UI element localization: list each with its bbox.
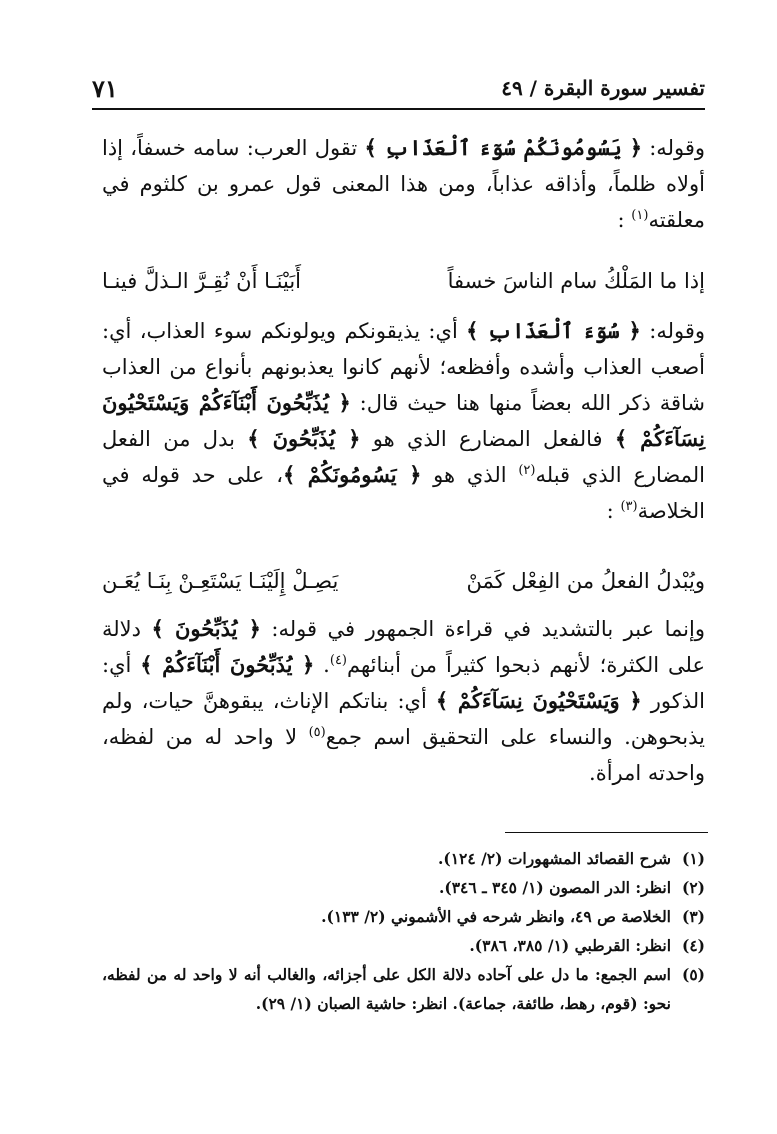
p2-text: الذي هو <box>421 463 519 487</box>
quran-quote: ﴿ وَيَسْتَحْيُونَ نِسَآءَكُمْ ﴾ <box>435 688 642 713</box>
footnote-text: شرح القصائد المشهورات (٢/ ١٢٤). <box>437 849 671 868</box>
running-title: تفسير سورة البقرة / ٤٩ <box>501 76 705 100</box>
footnote-ref-4: (٤) <box>329 653 347 668</box>
verse-1-first-hemistich: إذا ما المَلْكُ سام الناسَ خسفاً <box>447 269 705 293</box>
footnote-4 <box>102 931 705 960</box>
p2-colon: : <box>606 499 614 523</box>
p3-text-start: وإنما عبر بالتشديد في قراءة الجمهور في قوله: <box>260 617 705 641</box>
footnote-number: (٥) <box>681 965 705 984</box>
footnote-5 <box>102 960 705 1018</box>
p2-text: أي: يذيقونكم ويولونكم سوء العذاب، أي: أصعب العذاب وأشده وأفظعه؛ لأنهم كانوا يعذبونهم بأنواع من العذاب شاقة ذكر الله بعضاً منها هنا حيث قال: <box>102 319 705 415</box>
quran-quote: ﴿ يُذَبِّحُونَ أَبْنَآءَكُمْ ﴾ <box>140 652 315 677</box>
footnote-ref-3: (٣) <box>620 499 638 514</box>
poetry-verse-1 <box>102 263 705 299</box>
page-number: ٧١ <box>92 74 118 103</box>
p1-text: تقول العرب: سامه خسفاً، إذا أولاه ظلماً، وأذاقه عذاباً، ومن هذا المعنى قول عمرو بن كلثوم في معلقته <box>102 136 705 232</box>
p1-text-start: وقوله: <box>642 136 705 160</box>
quran-quote: ﴿ يَسُومُونَكُمْ سُوٓءَ ٱلْعَذَابِ ﴾ <box>364 135 643 160</box>
quran-quote: ﴿ يُذَبِّحُونَ ﴾ <box>151 616 261 641</box>
footnote-2 <box>102 873 705 902</box>
p2-text: فالفعل المضارع الذي هو <box>360 427 615 451</box>
p1-colon: : <box>617 208 625 232</box>
footnote-text: الخلاصة ص ٤٩، وانظر شرحه في الأشموني (٢/ ١٣٣). <box>321 907 671 926</box>
footnote-ref-5: (٥) <box>308 725 326 740</box>
running-header <box>92 74 705 104</box>
footnote-1 <box>102 844 705 873</box>
footnote-text: انظر: الدر المصون (١/ ٣٤٥ ـ ٣٤٦). <box>438 878 671 897</box>
p3-text: أي: بناتكم الإناث، يبقوهنَّ حيات، ولم يذبحوهن. والنساء على التحقيق اسم جمع <box>102 689 705 749</box>
quran-quote: ﴿ سُوٓءَ ٱلْعَذَابِ ﴾ <box>466 318 641 343</box>
p2-text: ، على حد قوله في الخلاصة <box>102 463 705 523</box>
poetry-verse-2 <box>102 563 705 599</box>
p3-text: دلالة على الكثرة؛ لأنهم ذبحوا كثيراً من أبنائهم <box>102 617 705 677</box>
paragraph-3 <box>102 611 705 791</box>
paragraph-1 <box>102 130 705 238</box>
verse-2-first-hemistich: ويُبْدلُ الفعلُ من الفِعْل كَمَنْ <box>466 569 705 593</box>
footnote-text: انظر: القرطبي (١/ ٣٨٥، ٣٨٦). <box>469 936 671 955</box>
p2-text-start: وقوله: <box>640 319 705 343</box>
paragraph-2 <box>102 313 705 529</box>
footnote-ref-2: (٢) <box>518 463 536 478</box>
verse-2-second-hemistich: يَصِـلْ إِلَيْنَـا يَسْتَعِـنْ بِنَـا يُعَـن <box>102 569 339 593</box>
footnote-text: اسم الجمع: ما دل على آحاده دلالة الكل على أجزائه، والغالب أنه لا واحد له من لفظه، نحو: (قوم، رهط، طائفة، جماعة). انظر: حاشية الصبان (١/ ٢٩). <box>102 965 671 1013</box>
footnotes <box>102 844 705 1018</box>
verse-1-second-hemistich: أَبَيْنَـا أَنْ نُقِـرَّ الـذلَّ فينـا <box>102 269 301 293</box>
header-divider <box>92 108 705 110</box>
footnote-ref-1: (١) <box>631 208 649 223</box>
footnote-number: (١) <box>681 849 705 868</box>
footnote-number: (٤) <box>681 936 705 955</box>
p3-text: . <box>314 653 330 677</box>
footnote-number: (٢) <box>681 878 705 897</box>
quran-quote: ﴿ يَسُومُونَكُمْ ﴾ <box>282 462 422 487</box>
p2-text: بدل من الفعل المضارع الذي قبله <box>102 427 705 487</box>
p3-text-end: لا واحد له من لفظه، واحدته امرأة. <box>102 725 705 785</box>
footnote-3 <box>102 902 705 931</box>
p3-text: أي: الذكور <box>102 653 706 713</box>
footnote-number: (٣) <box>681 907 705 926</box>
footnote-divider <box>505 832 708 833</box>
quran-quote: ﴿ يُذَبِّحُونَ ﴾ <box>247 426 361 451</box>
quran-quote: ﴿ يُذَبِّحُونَ أَبْنَآءَكُمْ وَيَسْتَحْيُونَ نِسَآءَكُمْ ﴾ <box>102 390 705 451</box>
